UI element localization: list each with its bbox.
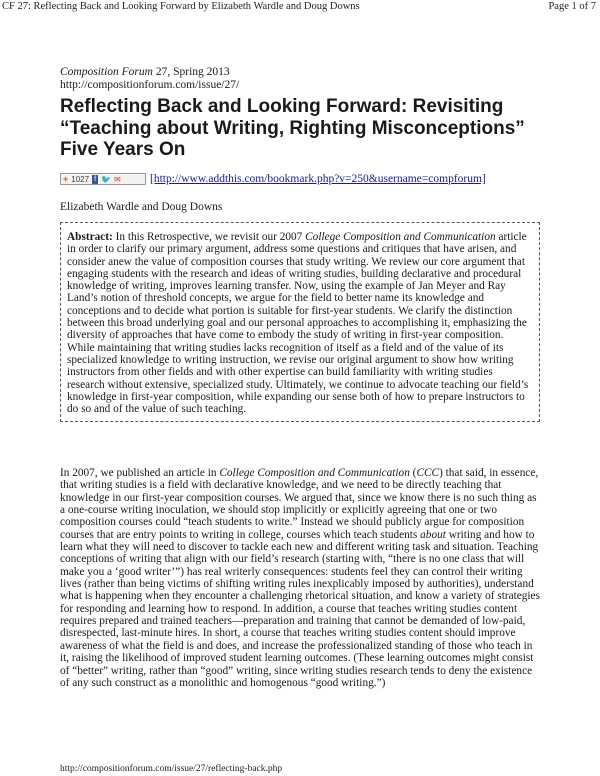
email-icon[interactable]: ✉ (113, 174, 121, 184)
abstract-label: Abstract: (67, 231, 113, 243)
journal-issue: 27, Spring 2013 (152, 66, 230, 78)
addthis-link[interactable]: [http://www.addthis.com/bookmark.php?v=250&username=compforum] (150, 173, 486, 185)
journal-name: Composition Forum (60, 66, 153, 78)
body-ccc-ital: CCC (416, 467, 440, 479)
share-count: 1027 (71, 174, 90, 184)
body-text: ( (409, 467, 417, 479)
issue-url[interactable]: http://compositionforum.com/issue/27/ (60, 79, 240, 91)
authors: Elizabeth Wardle and Doug Downs (60, 201, 223, 213)
abstract-box (60, 222, 540, 422)
abstract-journal: College Composition and Communication (305, 231, 496, 243)
body-text: In 2007, we published an article in (60, 467, 220, 479)
share-widget[interactable] (60, 173, 146, 185)
addthis-plus-icon: + (63, 174, 69, 184)
page-number: Page 1 of 7 (548, 1, 596, 12)
body-about-ital: about (420, 528, 446, 541)
facebook-icon[interactable]: f (94, 175, 97, 183)
body-paragraph (60, 467, 544, 689)
abstract-text-pre: In this Retrospective, we revisit our 2007 (112, 231, 306, 243)
twitter-icon[interactable]: 🐦 (101, 174, 111, 184)
print-footer-url: http://compositionforum.com/issue/27/reflecting-back.php (60, 764, 283, 774)
body-text: writing and how to learn what they will need to discover to tackle each new and different writing task and situation. Teaching conceptions of writing that align with our field’s research (starting with, “there is no one class that will make you a ‘good writer’”) has real writerly consequences: students feel they can control their writing lives (rather than being victims of shifting writing rules inexplicably imposed by authorities), understand what is happening when they encounter a challenging rhetorical situation, and know a variety of strategies for responding and learning how to respond. In addition, a course that teaches writing studies content requires prepared and trained teachers—preparation and training that cannot be demanded of low-paid, disrespected, last-minute hires. In short, a course that teaches writing studies content should improve awareness of what the field is and does, and increase the professionalized standing of those who teach in it, raising the likelihood of improved student learning outcomes. (These learning outcomes might consist of “better” writing, rather than “good” writing, since writing studies research tends to deny the existence of any such construct as a monolithic and homogenous “good writing.”) (60, 528, 540, 689)
article-title: Reflecting Back and Looking Forward: Revisiting “Teaching about Writing, Righting Misconceptions” Five Years On (60, 96, 525, 160)
share-bar (60, 173, 486, 185)
body-journal-ital: College Composition and Communication (219, 467, 410, 479)
print-header-title: CF 27: Reflecting Back and Looking Forward by Elizabeth Wardle and Doug Downs (2, 1, 360, 12)
abstract-text: article in order to clarify our primary argument, address some questions and critiques that have arisen, and consider anew the value of composition courses that study writing. We review our core argument that engaging students with the research and ideas of writing studies, building declarative and procedural knowledge of writing, improves learning transfer. Now, using the example of Jan Meyer and Ray Land’s notion of threshold concepts, we argue for the field to better name its knowledge and conceptions and to decide what portion is suitable for first-year students. We clarify the distinction between this broad underlying goal and our personal approaches to accomplishing it, emphasizing the diversity of approaches that have come to embody the study of writing in first-year composition. While maintaining that writing studies lacks recognition of itself as a field and of the value of its specialized knowledge to writing instruction, we revise our original argument to show how writing instructors from other fields and with other expertise can build familiarity with writing studies research without extensive, specialized study. Ultimately, we continue to advocate teaching our field’s knowledge in first-year composition, while expanding our sense both of how to prepare instructors to do so and of the value of such teaching. (67, 231, 529, 416)
body-text: ) that said, in essence, that writing studies is a field with declarative knowledge, and we need to be directly teaching that knowledge in our first-year composition courses. We argued that, since we know there is no such thing as a one-course writing inoculation, we should stop implicitly or explicitly agreeing that one or two composition courses could “teach students to write.” Instead we should publicly argue for composition courses that are entry points to writing in college, courses which teach students (60, 467, 539, 541)
journal-meta (60, 66, 239, 92)
